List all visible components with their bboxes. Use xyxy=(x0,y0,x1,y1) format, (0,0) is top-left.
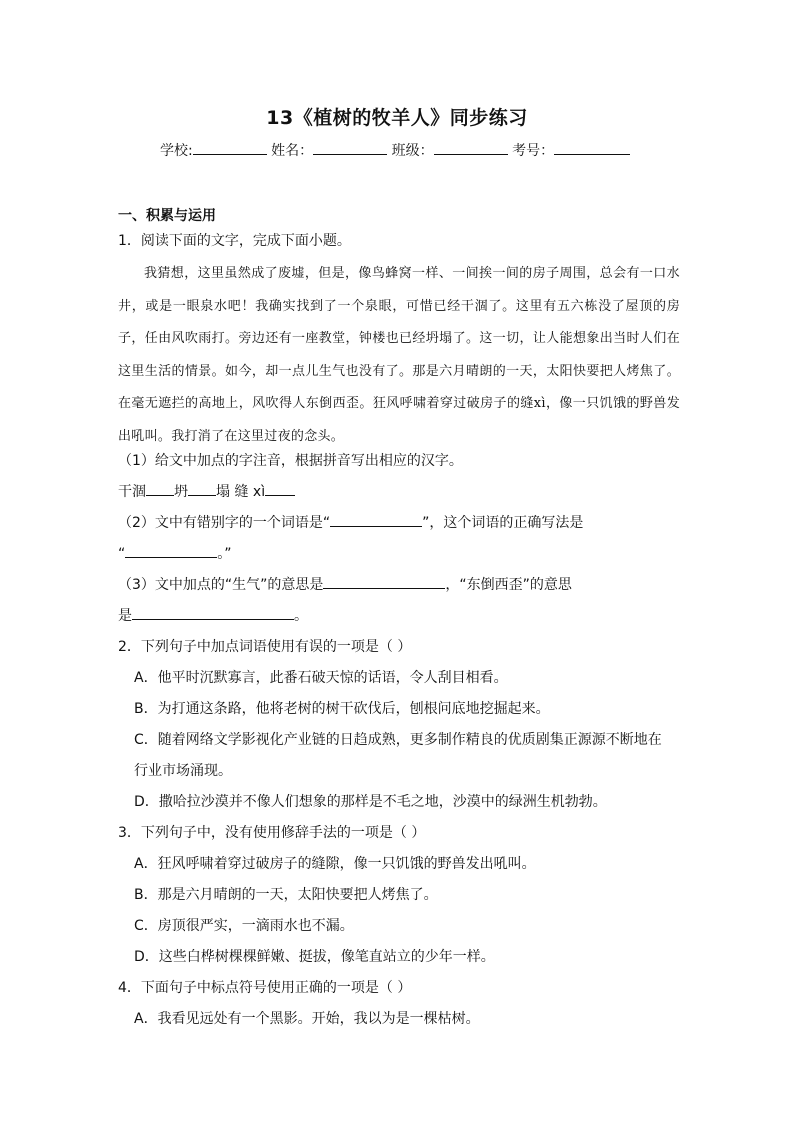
q1-sub3 xyxy=(118,574,572,594)
question-4-stem: 4．下面句子中标点符号使用正确的一项是（ ） xyxy=(118,980,412,996)
school-blank[interactable] xyxy=(193,140,267,155)
question-1-stem: 1．阅读下面的文字，完成下面小题。 xyxy=(118,233,351,249)
sub1-blank-1[interactable] xyxy=(146,481,174,496)
sub2-text-d: 。” xyxy=(217,546,232,562)
sub2-text-a: （2）文中有错别字的一个词语是“ xyxy=(118,515,331,531)
sub2-text-b: ”，这个词语的正确写法是 xyxy=(422,515,584,531)
name-blank[interactable] xyxy=(313,140,387,155)
sub1-blank-3[interactable] xyxy=(265,481,295,496)
q3-option-b[interactable]: B．那是六月晴朗的一天，太阳快要把人烤焦了。 xyxy=(134,887,438,903)
sub2-text-c: “ xyxy=(118,546,126,562)
q2-option-b[interactable]: B．为打通这条路，他将老树的树干砍伐后，刨根问底地挖掘起来。 xyxy=(134,701,550,717)
sub1-item-4: 缝 xì xyxy=(234,484,266,500)
sub2-blank-1[interactable] xyxy=(330,512,422,527)
class-blank[interactable] xyxy=(434,140,508,155)
q1-sub2 xyxy=(118,512,583,532)
sub1-item-3: 塌 xyxy=(216,484,230,500)
q2-option-c[interactable]: C．随着网络文学影视化产业链的日趋成熟，更多制作精良的优质剧集正源源不断地在 xyxy=(134,732,662,748)
reading-passage: 我猜想，这里虽然成了废墟，但是，像鸟蜂窝一样、一间挨一间的房子周围，总会有一口水井，或是一眼泉水吧！我确实找到了一个泉眼，可惜已经干涸了。这里有五六栋没了屋顶的房子，任由风吹雨打。旁边还有一座教堂，钟楼也已经坍塌了。这一切，让人能想象出当时人们在这里生活的情景。如今，却一点儿生气也没有了。那是六月晴朗的一天，太阳快要把人烤焦了。在毫无遮拦的高地上，风吹得人东倒西歪。狂风呼啸着穿过破房子的缝xì，像一只饥饿的野兽发出吼叫。我打消了在这里过夜的念头。 xyxy=(118,266,680,444)
sub3-blank-1[interactable] xyxy=(323,574,445,589)
exam-no-label: 考号： xyxy=(512,143,555,159)
q1-sub3-cont xyxy=(118,605,308,625)
question-3-stem: 3．下列句子中，没有使用修辞手法的一项是（ ） xyxy=(118,825,426,841)
sub1-item-2: 坍 xyxy=(174,484,188,500)
school-label: 学校: xyxy=(160,143,193,159)
sub1-item-1: 干涸 xyxy=(118,484,146,500)
q2-option-d[interactable]: D．撒哈拉沙漠并不像人们想象的那样是不毛之地，沙漠中的绿洲生机勃勃。 xyxy=(134,794,607,810)
page-title: 13《植树的牧羊人》同步练习 xyxy=(266,107,528,129)
sub3-blank-2[interactable] xyxy=(132,605,294,620)
sub3-text-d: 。 xyxy=(294,608,308,624)
name-label: 姓名： xyxy=(271,143,314,159)
q2-option-c-cont: 行业市场涌现。 xyxy=(134,763,232,779)
sub3-text-b: ，“东倒西歪”的意思 xyxy=(445,577,572,593)
q3-option-c[interactable]: C．房顶很严实，一滴雨水也不漏。 xyxy=(134,918,354,934)
q3-option-a[interactable]: A．狂风呼啸着穿过破房子的缝隙，像一只饥饿的野兽发出吼叫。 xyxy=(134,856,536,872)
sub2-blank-2[interactable] xyxy=(125,543,217,558)
sub1-blank-2[interactable] xyxy=(188,481,216,496)
q3-option-d[interactable]: D．这些白桦树棵棵鲜嫩、挺拔，像笔直站立的少年一样。 xyxy=(134,949,495,965)
student-info-row xyxy=(160,140,630,160)
q1-sub2-cont xyxy=(118,543,232,563)
class-label: 班级： xyxy=(391,143,434,159)
q2-option-a[interactable]: A．他平时沉默寡言，此番石破天惊的话语，令人刮目相看。 xyxy=(134,670,508,686)
q1-sub1-answers xyxy=(118,481,295,501)
sub3-text-c: 是 xyxy=(118,608,132,624)
sub3-text-a: （3）文中加点的“生气”的意思是 xyxy=(118,577,324,593)
exam-no-blank[interactable] xyxy=(554,140,630,155)
q4-option-a[interactable]: A．我看见远处有一个黑影。开始，我以为是一棵枯树。 xyxy=(134,1011,480,1027)
q1-sub1: （1）给文中加点的字注音，根据拼音写出相应的汉字。 xyxy=(118,453,463,469)
section-heading: 一、积累与运用 xyxy=(118,208,216,224)
question-2-stem: 2．下列句子中加点词语使用有误的一项是（ ） xyxy=(118,639,412,655)
